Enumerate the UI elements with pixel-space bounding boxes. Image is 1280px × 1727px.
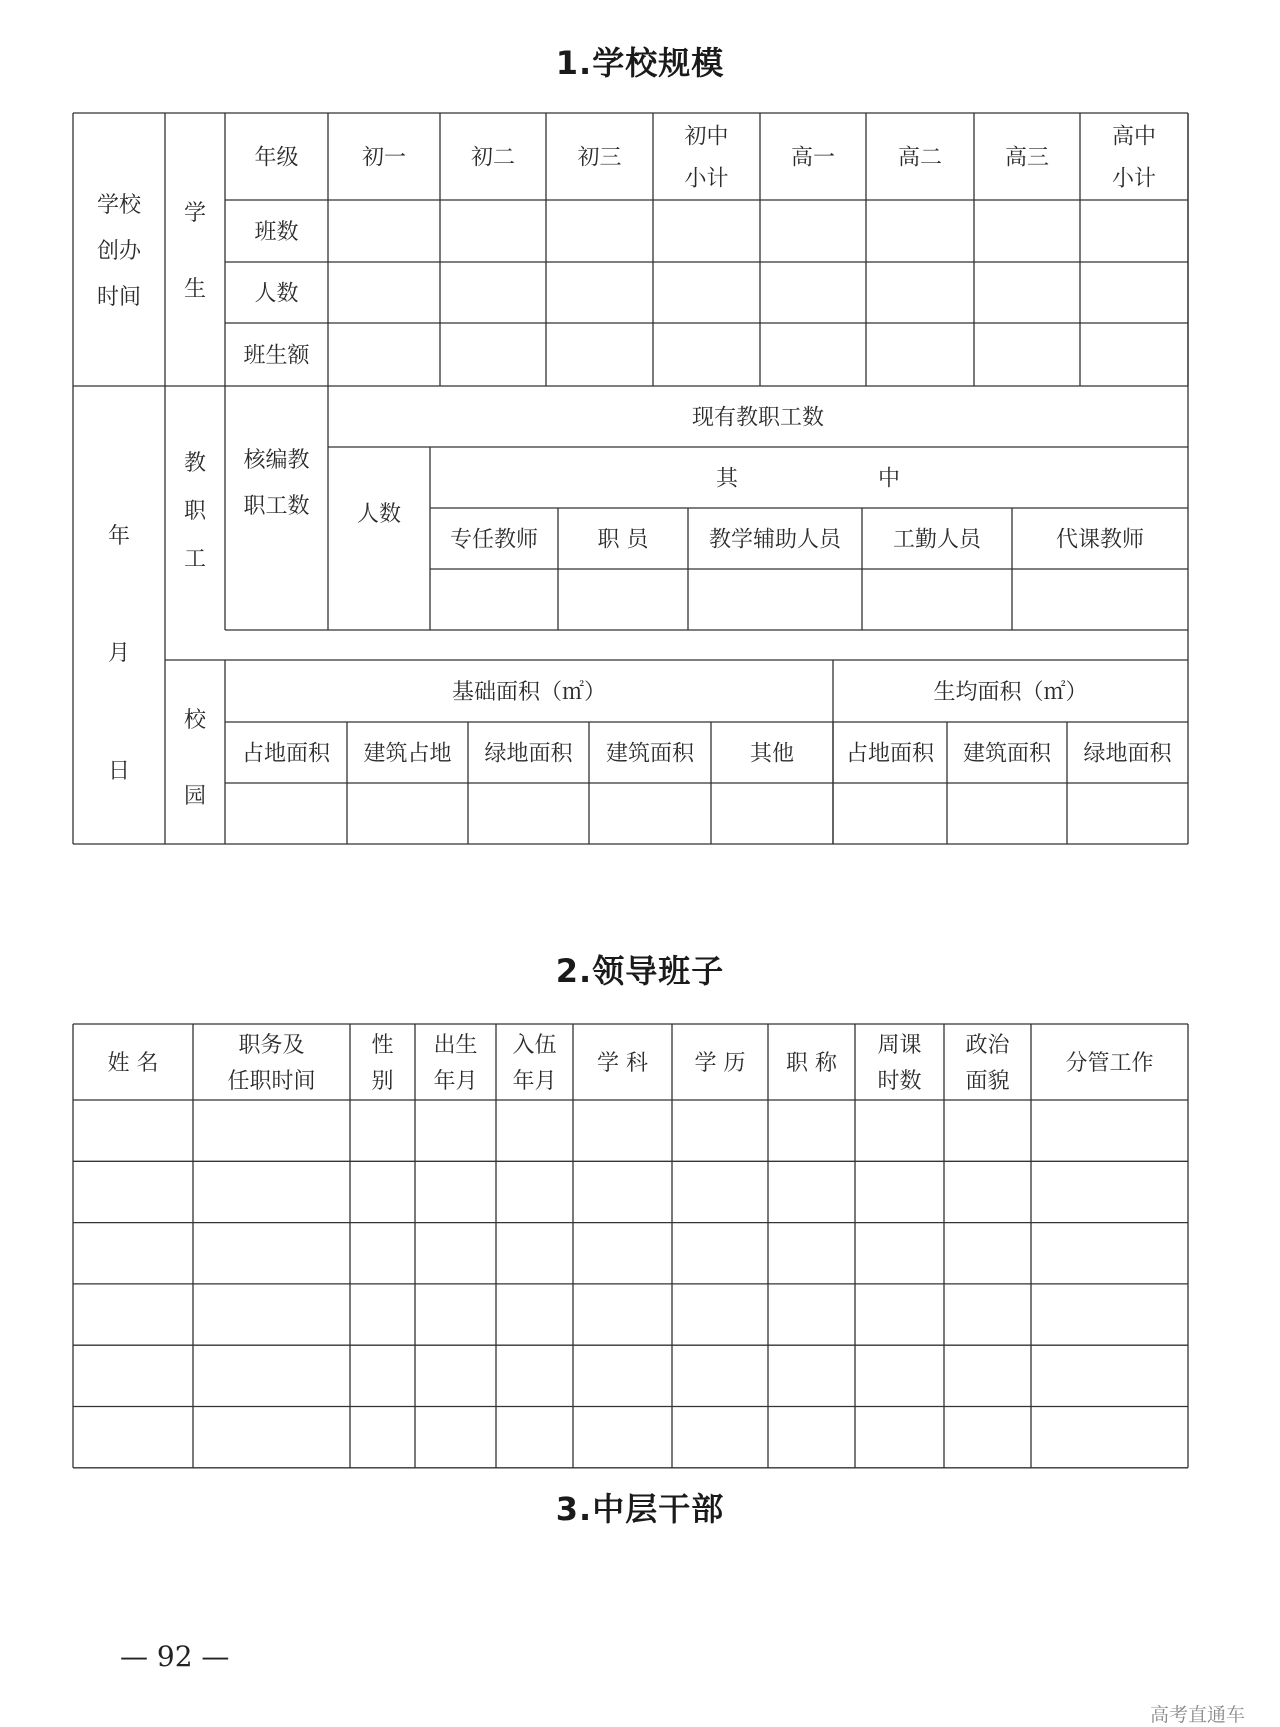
row-label-0: 班数 — [254, 220, 299, 245]
area-column-4: 其他 — [749, 741, 795, 767]
area-column-1: 建筑占地 — [363, 741, 452, 767]
area-column-5: 占地面积 — [845, 741, 935, 767]
area-column-0: 占地面积 — [241, 741, 331, 767]
section-2-title: 2.领导班子 — [555, 952, 725, 990]
leader-header-3: 出生 — [433, 1033, 478, 1058]
leader-header-3: 年月 — [433, 1069, 478, 1094]
watermark: 高考直通车 — [1150, 1704, 1246, 1726]
per-student-area-label: 生均面积（㎡） — [933, 680, 1088, 705]
leader-header-7: 职 称 — [786, 1051, 837, 1076]
school-founded-label: 创办 — [96, 239, 142, 264]
area-column-3: 建筑面积 — [605, 741, 695, 767]
current-staff-label: 现有教职工数 — [691, 405, 825, 431]
grade-header-3: 小计 — [684, 166, 729, 192]
staff-label: 职 — [183, 499, 207, 524]
school-founded-label: 学校 — [96, 193, 142, 218]
date-char-0: 年 — [107, 524, 131, 549]
section-1-title: 1.学校规模 — [555, 44, 725, 82]
leader-header-10: 分管工作 — [1065, 1051, 1154, 1076]
grade-header-3: 初中 — [684, 124, 729, 150]
area-column-2: 绿地面积 — [484, 741, 573, 767]
grade-header-7: 小计 — [1111, 166, 1157, 192]
staff-label: 工 — [183, 547, 207, 572]
among-label-2: 中 — [877, 466, 901, 492]
staff-category-0: 专任教师 — [449, 527, 539, 553]
grade-header-5: 高二 — [897, 145, 943, 171]
leader-header-8: 周课 — [877, 1033, 922, 1058]
leader-header-1: 任职时间 — [227, 1069, 316, 1094]
grade-header-0: 初一 — [361, 145, 407, 171]
row-label-2: 班生额 — [243, 343, 310, 369]
date-char-2: 日 — [107, 759, 131, 784]
leader-header-9: 政治 — [965, 1033, 1010, 1058]
approved-staff-label: 职工数 — [243, 494, 310, 519]
leader-header-4: 年月 — [512, 1069, 557, 1094]
grade-header-7: 高中 — [1111, 124, 1157, 150]
grade-header-4: 高一 — [790, 145, 836, 171]
section-3-title: 3.中层干部 — [555, 1490, 725, 1528]
leader-header-5: 学 科 — [597, 1051, 648, 1076]
leader-header-9: 面貌 — [965, 1069, 1010, 1094]
staff-category-2: 教学辅助人员 — [708, 527, 842, 553]
staff-category-4: 代课教师 — [1055, 527, 1145, 553]
school-founded-label: 时间 — [96, 285, 142, 310]
campus-label: 园 — [183, 784, 207, 809]
leader-header-2: 性 — [371, 1033, 394, 1058]
grade-header: 年级 — [254, 145, 299, 171]
staff-category-1: 职 员 — [597, 527, 649, 553]
headcount-label: 人数 — [356, 502, 402, 527]
leader-header-8: 时数 — [877, 1069, 922, 1094]
grade-header-6: 高三 — [1004, 145, 1050, 171]
staff-category-3: 工勤人员 — [892, 527, 982, 553]
leader-header-0: 姓 名 — [107, 1051, 159, 1076]
leader-header-2: 别 — [371, 1069, 394, 1094]
students-label: 学 — [183, 201, 207, 226]
students-label: 生 — [183, 277, 207, 302]
among-label-1: 其 — [715, 466, 739, 492]
leader-header-1: 职务及 — [238, 1033, 305, 1058]
date-char-1: 月 — [107, 641, 131, 666]
area-column-6: 建筑面积 — [962, 741, 1052, 767]
leader-header-4: 入伍 — [512, 1033, 557, 1058]
row-label-1: 人数 — [254, 281, 299, 307]
area-column-7: 绿地面积 — [1083, 741, 1172, 767]
grade-header-1: 初二 — [470, 145, 516, 171]
approved-staff-label: 核编教 — [243, 448, 310, 473]
campus-label: 校 — [183, 708, 207, 733]
staff-label: 教 — [183, 451, 207, 476]
page-number: — 92 — — [120, 1640, 230, 1673]
leader-header-6: 学 历 — [694, 1051, 746, 1076]
grade-header-2: 初三 — [577, 145, 622, 171]
base-area-label: 基础面积（㎡） — [451, 680, 607, 705]
